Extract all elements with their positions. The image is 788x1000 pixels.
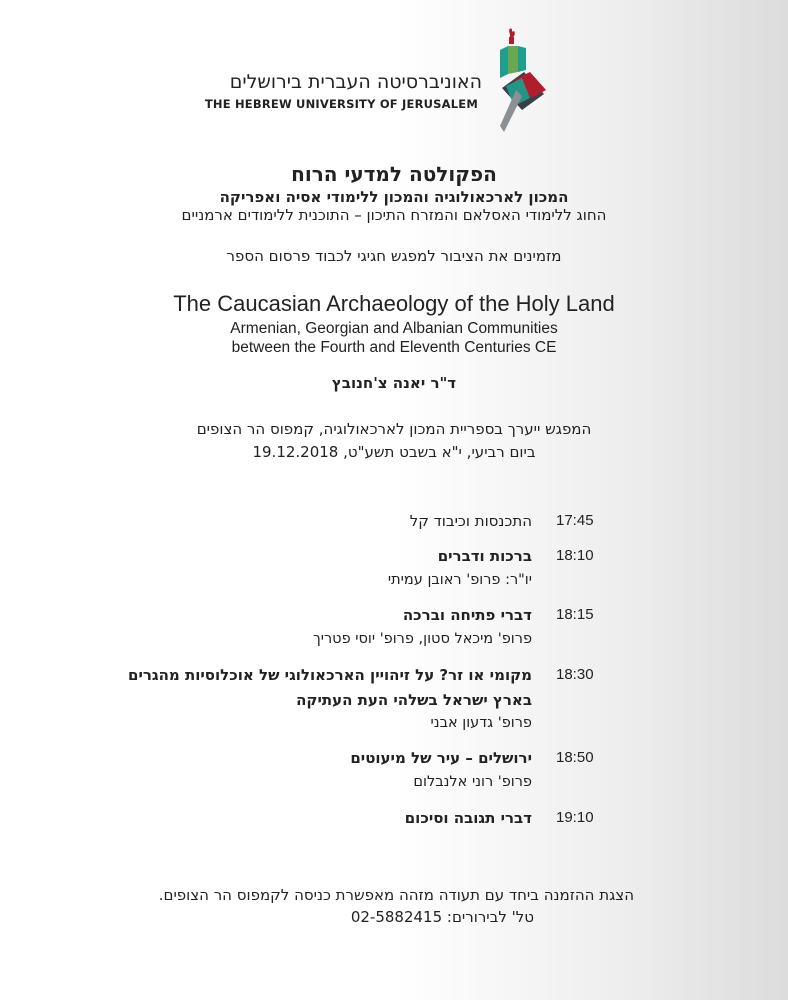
entry-note: הצגת ההזמנה ביחד עם תעודה מזהה מאפשרת כניסה לקמפוס הר הצופים. bbox=[158, 886, 634, 904]
program-title: מקומי או זר? על זיהויין הארכאולוגי של אוכלוסיות מהגרים bbox=[128, 666, 532, 684]
book-title: The Caucasian Archaeology of the Holy Land bbox=[173, 291, 615, 316]
program-title: דברי פתיחה וברכה bbox=[402, 606, 532, 624]
invitation-text: מזמינים את הציבור למפגש חגיגי לכבוד פרסום הספר bbox=[226, 247, 562, 265]
program-speaker: פרופ' רוני אלנבלום bbox=[413, 774, 532, 790]
university-emblem-icon bbox=[488, 26, 558, 136]
program-title: התכנסות וכיבוד קל bbox=[409, 512, 532, 530]
faculty-name: הפקולטה למדעי הרוח bbox=[291, 162, 497, 186]
contact-phone: טל' לבירורים: 02-5882415 bbox=[350, 908, 534, 926]
university-name-english: THE HEBREW UNIVERSITY OF JERUSALEM bbox=[204, 97, 478, 111]
author-name: ד"ר יאנה צ'חנובץ bbox=[331, 374, 457, 392]
event-date: ביום רביעי, י"א בשבט תשע"ט, 19.12.2018 bbox=[252, 443, 536, 461]
program-speaker: פרופ' גדעון אבני bbox=[430, 715, 532, 731]
program-time: 18:10 bbox=[556, 547, 594, 564]
program-name: החוג ללימודי האסלאם והמזרח התיכון – התוכנית ללימודים ארמניים bbox=[181, 206, 607, 224]
university-logo bbox=[204, 26, 558, 136]
program-title-line2: בארץ ישראל בשלהי העת העתיקה bbox=[296, 691, 532, 709]
program-time: 18:15 bbox=[556, 606, 594, 623]
event-venue: המפגש ייערך בספריית המכון לארכאולוגיה, קמפוס הר הצופים bbox=[196, 420, 592, 438]
program-speaker: יו"ר: פרופ' ראובן עמיתי bbox=[387, 572, 532, 588]
book-subtitle-line2: between the Fourth and Eleventh Centuries CE bbox=[231, 339, 557, 356]
institutes-name: המכון לארכאולוגיה והמכון ללימודי אסיה ואפריקה bbox=[219, 188, 569, 206]
program-title: ירושלים – עיר של מיעוטים bbox=[350, 749, 532, 767]
program-title: דברי תגובה וסיכום bbox=[404, 809, 532, 827]
program-time: 18:30 bbox=[556, 666, 594, 683]
program-time: 18:50 bbox=[556, 749, 594, 766]
program-time: 19:10 bbox=[556, 809, 594, 826]
program-time: 17:45 bbox=[556, 512, 594, 529]
program-title: ברכות ודברים bbox=[437, 547, 532, 565]
book-subtitle-line1: Armenian, Georgian and Albanian Communities bbox=[230, 320, 558, 337]
university-name-hebrew: האוניברסיטה העברית בירושלים bbox=[229, 71, 482, 93]
program-speaker: פרופ' מיכאל סטון, פרופ' יוסי פטריך bbox=[312, 631, 532, 647]
